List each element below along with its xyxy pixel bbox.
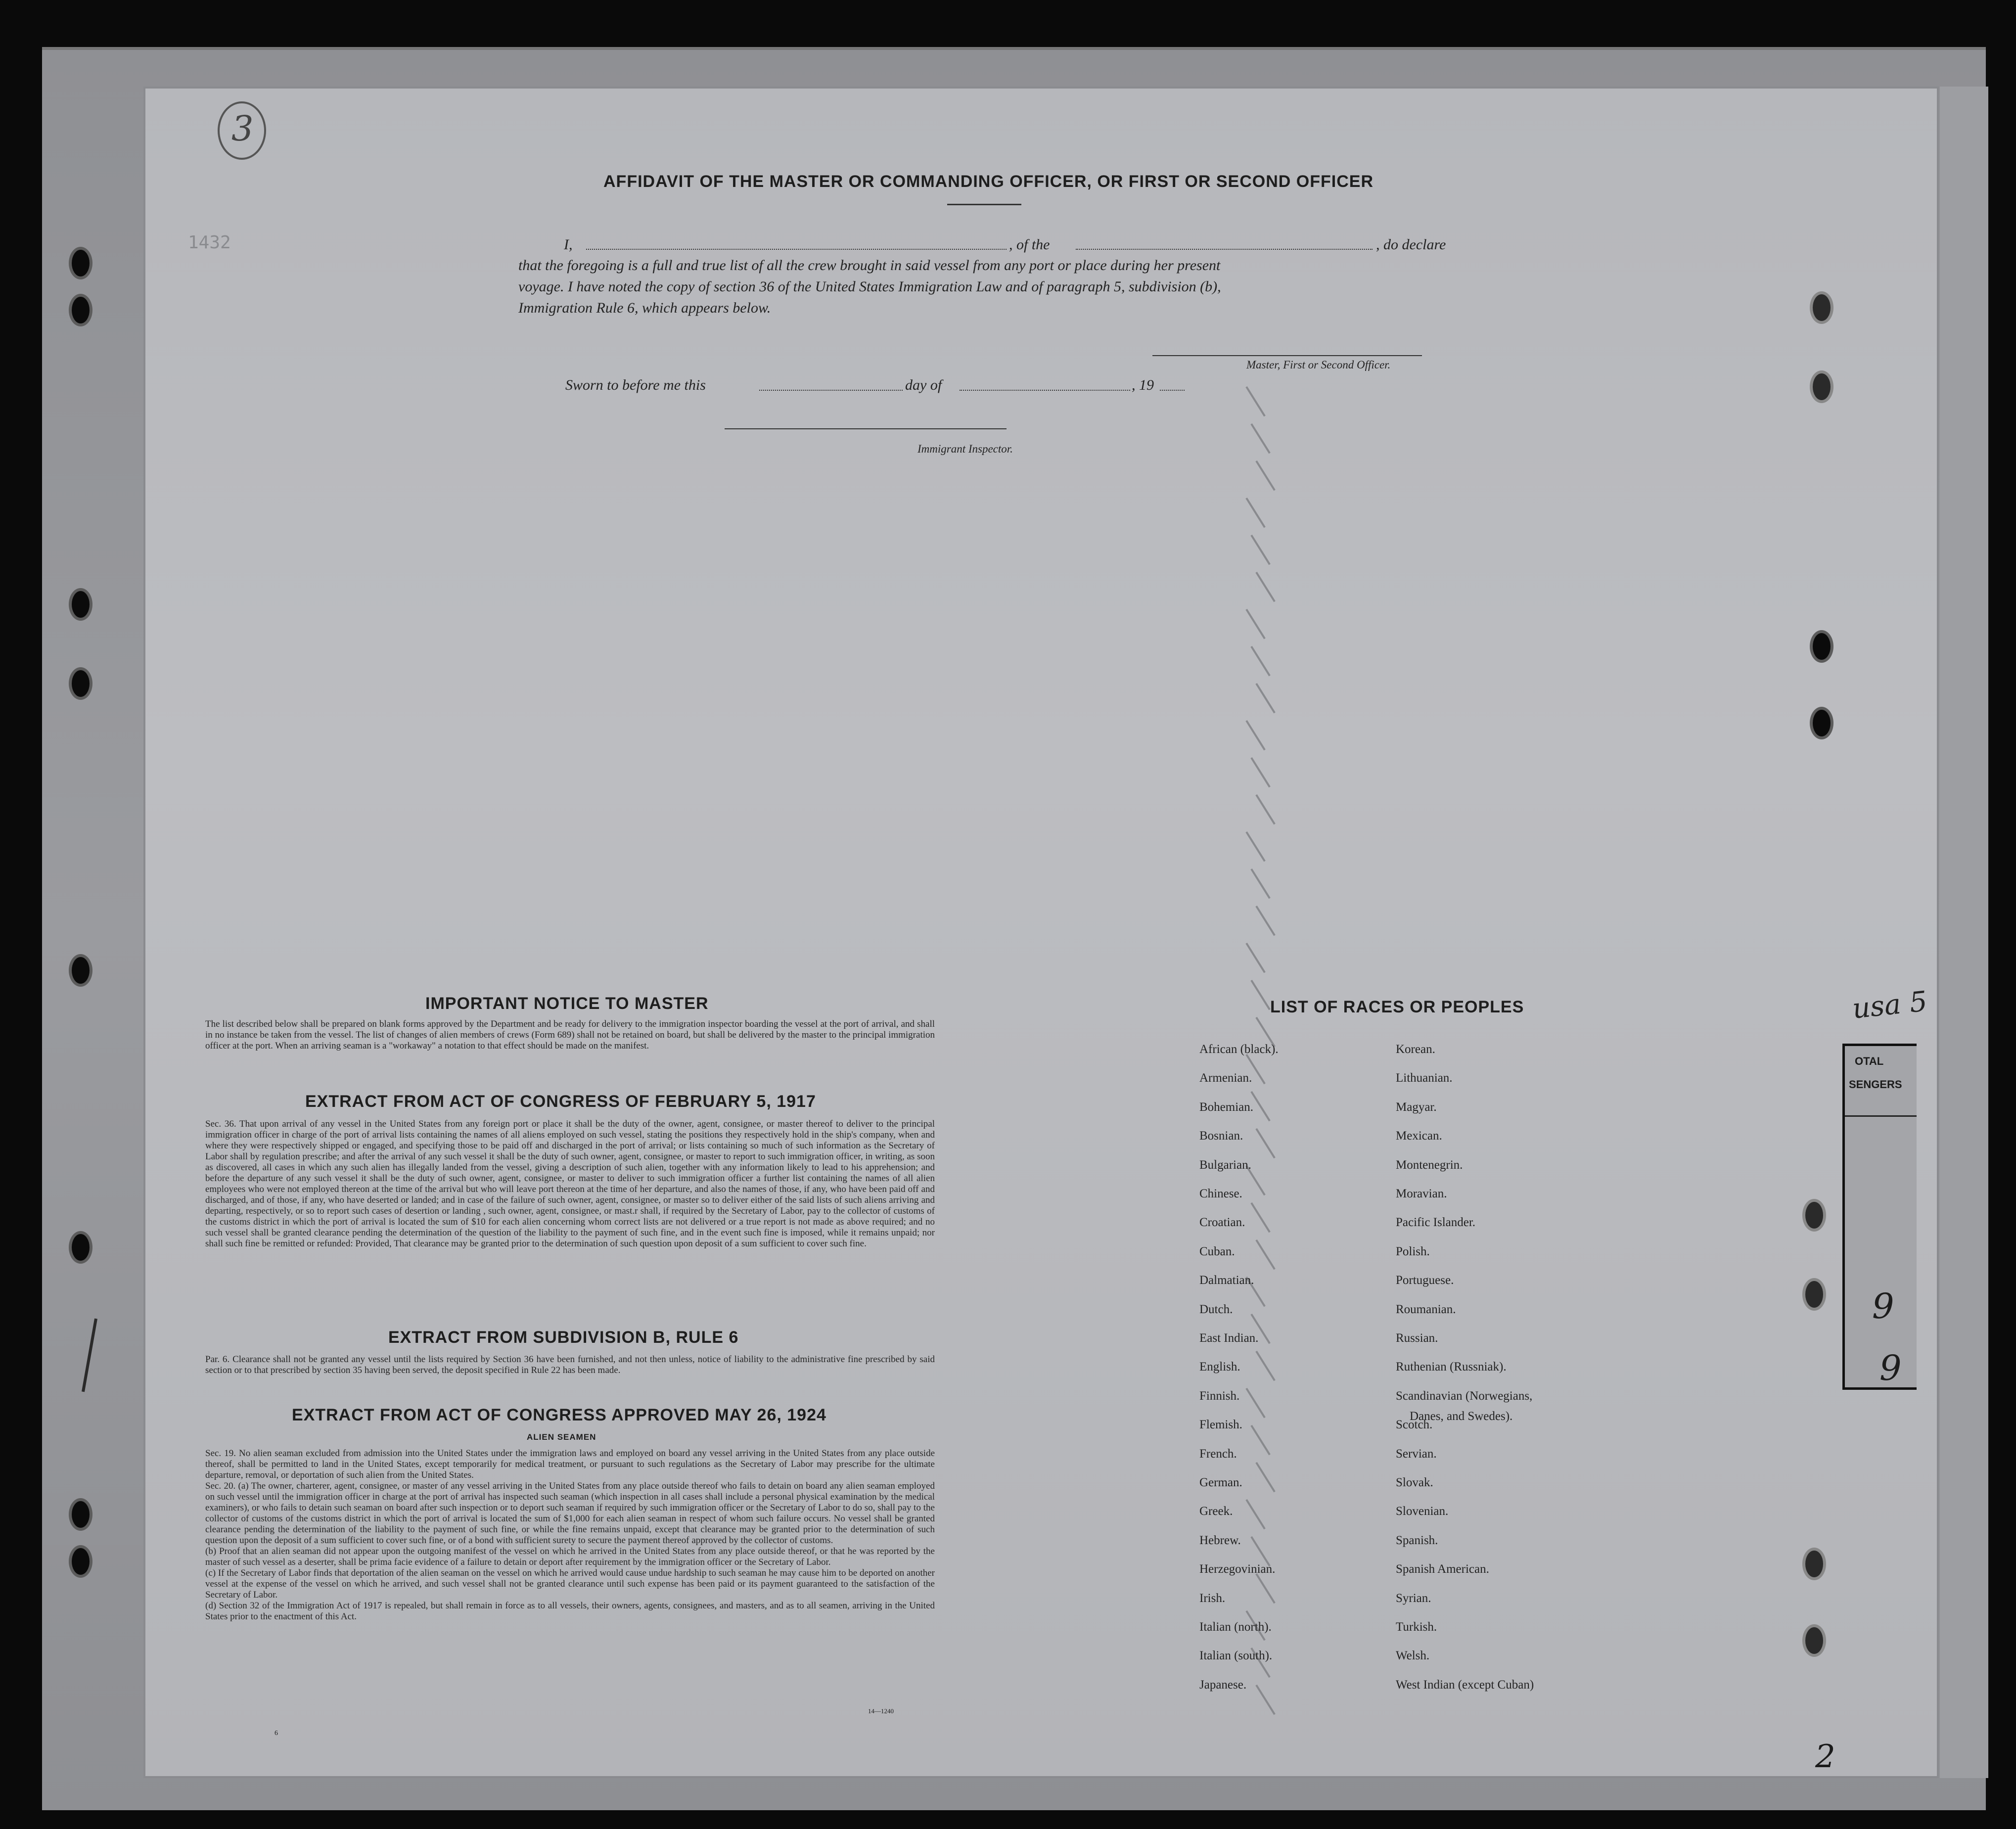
sworn-month-blank[interactable] [960, 390, 1130, 391]
race-item: Irish. [1199, 1591, 1226, 1605]
punch-hole [1805, 1202, 1823, 1229]
extract-1917-title: EXTRACT FROM ACT OF CONGRESS OF FEBRUARY 5, 1917 [305, 1092, 816, 1111]
race-scandinavian-cont: Danes, and Swedes). [1410, 1410, 1513, 1423]
race-item: German. [1199, 1476, 1242, 1489]
race-item: Bulgarian. [1199, 1158, 1251, 1172]
race-item: Mexican. [1396, 1129, 1442, 1143]
sec20c-text: (c) If the Secretary of Labor finds that deportation of the alien seaman on the vessel on which he arrived would cause undue hardship to such seaman he may cause him to be deported on another vessel at the expense of the vessel on which he arrived, and such vessel shall not be granted clearance until such expense has been paid or its payment guaranteed to the satisfaction of the Secretary of Labor. [205, 1568, 935, 1600]
side-tab-bottom: SENGERS [1849, 1078, 1902, 1091]
side-nine-2: 9 [1879, 1348, 1902, 1388]
race-item: Slovak. [1396, 1476, 1433, 1489]
race-item: Syrian. [1396, 1591, 1431, 1605]
bottom-mark: 6 [275, 1730, 278, 1737]
race-item: Servian. [1396, 1447, 1437, 1461]
master-signature-label: Master, First or Second Officer. [1246, 359, 1391, 371]
punch-hole [1813, 294, 1831, 321]
races-title: LIST OF RACES OR PEOPLES [1270, 998, 1524, 1016]
race-item: African (black). [1199, 1043, 1279, 1056]
affidavit-of-the: , of the [1009, 236, 1050, 253]
extract-rule6-title: EXTRACT FROM SUBDIVISION B, RULE 6 [388, 1328, 739, 1347]
sworn-prefix: Sworn to before me this [565, 377, 706, 393]
race-item: Greek. [1199, 1505, 1233, 1518]
extract-1924-subtitle: ALIEN SEAMEN [527, 1432, 596, 1442]
punch-hole [1813, 710, 1831, 736]
punch-hole [1813, 633, 1831, 660]
race-item: Italian (south). [1199, 1649, 1273, 1663]
sworn-day-blank[interactable] [759, 390, 903, 391]
race-item: Bohemian. [1199, 1100, 1254, 1114]
affidavit-declare: , do declare [1376, 236, 1446, 253]
punch-hole [72, 297, 90, 323]
affidavit-line2: that the foregoing is a full and true list of all the crew brought in said vessel from any port or place during her present [518, 257, 1221, 274]
race-item: Portuguese. [1396, 1274, 1454, 1287]
punch-hole [1805, 1551, 1823, 1577]
race-item: Hebrew. [1199, 1533, 1241, 1547]
race-item: Montenegrin. [1396, 1158, 1463, 1172]
bottom-numeral: 2 [1815, 1738, 1835, 1775]
inspector-label: Immigrant Inspector. [917, 443, 1013, 455]
sworn-year: , 19 [1132, 377, 1154, 393]
race-item: Japanese. [1199, 1678, 1247, 1692]
race-item: Moravian. [1396, 1187, 1447, 1200]
sec19-text: Sec. 19. No alien seaman excluded from admission into the United States under the immigration laws and employed on board any vessel arriving in the United States from any place outside thereof, shall be permitted to land in the United States, except temporarily for medical treatment, or pursuant to such regulations as the Secretary of Labor may prescribe for the ultimate departure, removal, or deportation of such alien from the United States. [205, 1448, 935, 1480]
punch-hole [1805, 1627, 1823, 1654]
race-item: Turkish. [1396, 1620, 1437, 1634]
race-item: Cuban. [1199, 1244, 1235, 1258]
race-item: Russian. [1396, 1331, 1438, 1345]
side-nine-1: 9 [1872, 1286, 1894, 1326]
race-item: Bosnian. [1199, 1129, 1243, 1143]
race-item: Italian (north). [1199, 1620, 1272, 1634]
race-item: Spanish American. [1396, 1562, 1489, 1576]
extract-1917-text: Sec. 36. That upon arrival of any vessel in the United States from any foreign port or place it shall be the duty of the owner, agent, consignee, or master thereof to deliver to the principal immigration officer in charge of the port of arrival lists containing the names of all aliens employed on such vessel, stating the positions they respectively hold in the ship's company, when and where they were respectively shipped or engaged, and specifying those to be paid off and discharged in the port of arrival; or lists containing so much of such information as the Secretary of Labor shall by regulation prescribe; and after the arrival of any such vessel it shall be the duty of such owner, agent, consignee, or master to report to such immigration officer, in writing, as soon as discovered, all cases in which any such alien has illegally landed from the vessel, giving a description of such alien, together with any information likely to lead to his apprehension; and before the departure of any such vessel it shall be the duty of such owner, agent, consignee, or master to deliver to such immigration officer a further list containing the names of all alien employees who were not employed thereon at the time of the arrival but who will leave port thereon at the time of her departure, and also the names of those, if any, who have been paid off and discharged, and of those, if any, who have deserted or landed; and in case of the failure of such owner, agent, consignee, or master so to deliver either of the said lists of such aliens arriving and departing, respectively, or so to report such cases of desertion or landing , such owner, agent, consignee, or mast.r shall, if required by the Secretary of Labor, pay to the collector of customs of the customs district in which the port of arrival is located the sum of $10 for each alien concerning whom correct lists are not delivered or a true report is not made as above required; and no such vessel shall be granted clearance pending the determination of the question of the liability to the payment of such fine, and in the event such fine is imposed, while it remains unpaid; nor shall such fine be remitted or refunded: Provided, That clearance may be granted prior to the determination of such question upon deposit of a sum sufficient to cover such fine. [205, 1119, 935, 1249]
race-item: Slovenian. [1396, 1505, 1449, 1518]
extract-1924-body [205, 1448, 935, 1622]
side-tab-top: OTAL [1855, 1055, 1884, 1067]
affidavit-line4: Immigration Rule 6, which appears below. [518, 300, 771, 316]
race-item: Spanish. [1396, 1533, 1438, 1547]
race-item: Armenian. [1199, 1071, 1252, 1085]
form-number: 14—1240 [868, 1707, 894, 1715]
race-item: Herzegovinian. [1199, 1562, 1276, 1576]
inspector-signature-line[interactable] [725, 428, 1007, 429]
side-tab-box [1842, 1044, 1917, 1390]
sworn-year-blank[interactable] [1160, 390, 1185, 391]
punch-hole [72, 250, 90, 276]
race-item: Scotch. [1396, 1418, 1433, 1432]
race-item: French. [1199, 1447, 1237, 1461]
punch-hole [72, 957, 90, 984]
punch-hole [72, 591, 90, 618]
vessel-blank[interactable] [1076, 249, 1373, 250]
punch-hole [72, 1501, 90, 1528]
master-signature-line[interactable] [1152, 355, 1422, 356]
race-item: Dalmatian. [1199, 1274, 1254, 1287]
punch-hole [72, 670, 90, 697]
race-item: West Indian (except Cuban) [1396, 1678, 1534, 1692]
race-item: Scandinavian (Norwegians, [1396, 1389, 1533, 1403]
race-item: East Indian. [1199, 1331, 1259, 1345]
ghost-number: 1432 [188, 232, 231, 253]
affidavit-i: I, [564, 236, 573, 253]
punch-hole [72, 1234, 90, 1261]
punch-hole [72, 1548, 90, 1575]
race-item: Korean. [1396, 1043, 1435, 1056]
race-item: Welsh. [1396, 1649, 1430, 1663]
side-scrawl: usa 5 [1851, 985, 1929, 1025]
race-item: Magyar. [1396, 1100, 1437, 1114]
race-item: English. [1199, 1360, 1240, 1374]
race-item: Flemish. [1199, 1418, 1242, 1432]
sec20a-text: Sec. 20. (a) The owner, charterer, agent, consignee, or master of any vessel arriving in the United States from any place outside thereof who fails to detain on board any alien seaman employed on such vessel until the immigration officer in charge at the port of arrival has inspected such seaman (which inspection in all cases shall include a personal physical examination by the medical examiners), or who fails to detain such seaman on board after such inspection or to deport such seaman if required by such immigration officer or the Secretary of Labor to do so, shall pay to the collector of customs of the customs district in which the port of arrival is located the sum of $1,000 for each alien seaman in respect of whom such failure occurs. No vessel shall be granted clearance pending the determination of the liability to the payment of such fine, or while the fine remains unpaid, except that clearance may be granted prior to the determination of such question upon the deposit of a sum sufficient to cover such fine, or of a bond with sufficient surety to secure the payment thereof approved by the collector of customs. [205, 1481, 935, 1546]
title-rule [947, 204, 1021, 205]
name-blank[interactable] [586, 249, 1007, 250]
race-item: Pacific Islander. [1396, 1216, 1476, 1230]
sworn-day-of: day of [905, 377, 942, 393]
affidavit-title: AFFIDAVIT OF THE MASTER OR COMMANDING OFFICER, OR FIRST OR SECOND OFFICER [603, 172, 1374, 191]
race-item: Roumanian. [1396, 1302, 1456, 1316]
race-item: Polish. [1396, 1244, 1430, 1258]
race-item: Lithuanian. [1396, 1071, 1453, 1085]
sec20b-text: (b) Proof that an alien seaman did not appear upon the outgoing manifest of the vessel on which he arrived in the United States from any place outside thereof, or that he was reported by the master of such vessel as a deserter, shall be prima facie evidence of a failure to detain or deport after requirement by the immigration officer or the Secretary of Labor. [205, 1546, 935, 1567]
punch-hole [1805, 1281, 1823, 1308]
race-item: Croatian. [1199, 1216, 1245, 1230]
race-item: Finnish. [1199, 1389, 1240, 1403]
circled-number: 3 [218, 101, 266, 160]
race-item: Ruthenian (Russniak). [1396, 1360, 1507, 1374]
notice-text: The list described below shall be prepared on blank forms approved by the Department and be ready for delivery to the immigration inspector boarding the vessel at the port of arrival, and shall in no instance be taken from the vessel. The list of changes of alien members of crews (Form 689) shall not be retained on board, but shall be delivered by the master to the principal immigration officer at the port. When an arriving seaman is a "workaway" a notation to that effect should be made on the manifest. [205, 1019, 935, 1051]
punch-hole [1813, 373, 1831, 400]
extract-rule6-text: Par. 6. Clearance shall not be granted any vessel until the lists required by Section 36 have been furnished, and not then unless, notice of liability to the administrative fine prescribed by said section or to that prescribed by section 35 having been served, the deposit specified in Rule 22 has been made. [205, 1354, 935, 1375]
extract-1924-title: EXTRACT FROM ACT OF CONGRESS APPROVED MAY 26, 1924 [292, 1406, 826, 1424]
adjacent-sheet-edge [1940, 87, 1988, 1778]
race-item: Dutch. [1199, 1302, 1233, 1316]
race-item: Chinese. [1199, 1187, 1242, 1200]
affidavit-line3: voyage. I have noted the copy of section 36 of the United States Immigration Law and of paragraph 5, subdivision (b), [518, 278, 1221, 295]
sec20d-text: (d) Section 32 of the Immigration Act of 1917 is repealed, but shall remain in force as to all vessels, their owners, agents, consignees, and masters, and as to all seamen, arriving in the United States prior to the enactment of this Act. [205, 1600, 935, 1622]
notice-title: IMPORTANT NOTICE TO MASTER [425, 994, 709, 1013]
